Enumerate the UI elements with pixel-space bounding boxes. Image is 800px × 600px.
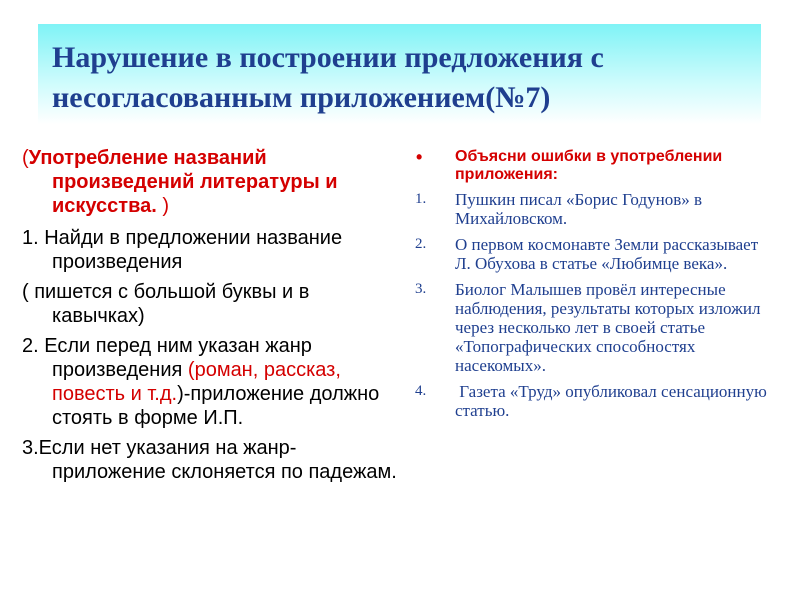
exercise-item: [414, 382, 774, 420]
exercise-item-number: 4.: [415, 383, 427, 399]
bullet-icon: •: [416, 147, 423, 167]
rule-intro-close-paren: ): [156, 195, 170, 217]
exercise-heading-text: Объясни ошибки в употреблении приложения:: [455, 148, 723, 183]
title-banner: [38, 24, 761, 124]
rule-step-3: 3.Если нет указания на жанр-приложение склоняется по падежам.: [22, 437, 397, 483]
exercise-item: [414, 190, 774, 228]
exercise-item-number: 2.: [415, 236, 427, 252]
exercise-item-number: 3.: [415, 281, 427, 297]
exercise-heading: [414, 148, 774, 184]
rule-intro-text: Употребление названий произведений литературы и искусства.: [28, 147, 338, 217]
exercise-item-text: Газета «Труд» опубликовал сенсационную статью.: [455, 382, 772, 420]
exercise-item: [414, 280, 774, 375]
slide-title-line-1: Нарушение в построении предложения с: [52, 41, 604, 74]
exercise-column: [414, 147, 780, 427]
exercise-item: [414, 235, 780, 273]
exercise-item-text: О первом космонавте Земли рассказывает Л. Обухова в статье «Любимце века».: [455, 235, 780, 273]
exercise-item-number: 1.: [415, 191, 427, 207]
exercise-item-text: Биолог Малышев провёл интересные наблюдения, результаты которых изложил через несколько лет в своей статье «Топографических способностях насекомых».: [455, 280, 761, 375]
rule-step-2: [22, 334, 400, 430]
rule-intro: [22, 146, 400, 218]
rule-intro-open-paren: (: [22, 147, 29, 169]
rule-capitalization-note: ( пишется с большой буквы и в кавычках): [22, 281, 310, 327]
rule-step-2-pre: 2. Если перед ним указан жанр произведения: [22, 335, 312, 381]
exercise-item-text: Пушкин писал «Борис Годунов» в Михайловском.: [455, 190, 702, 228]
rule-step-2-post: )-приложение должно стоять в форме И.П.: [52, 383, 380, 429]
slide-title-line-2: несогласованным приложением(№7): [52, 81, 551, 114]
rule-step-1: 1. Найди в предложении название произведения: [22, 227, 343, 273]
rules-column: [22, 146, 400, 490]
rule-step-2-genres: (роман, рассказ, повесть и т.д.: [52, 359, 341, 405]
